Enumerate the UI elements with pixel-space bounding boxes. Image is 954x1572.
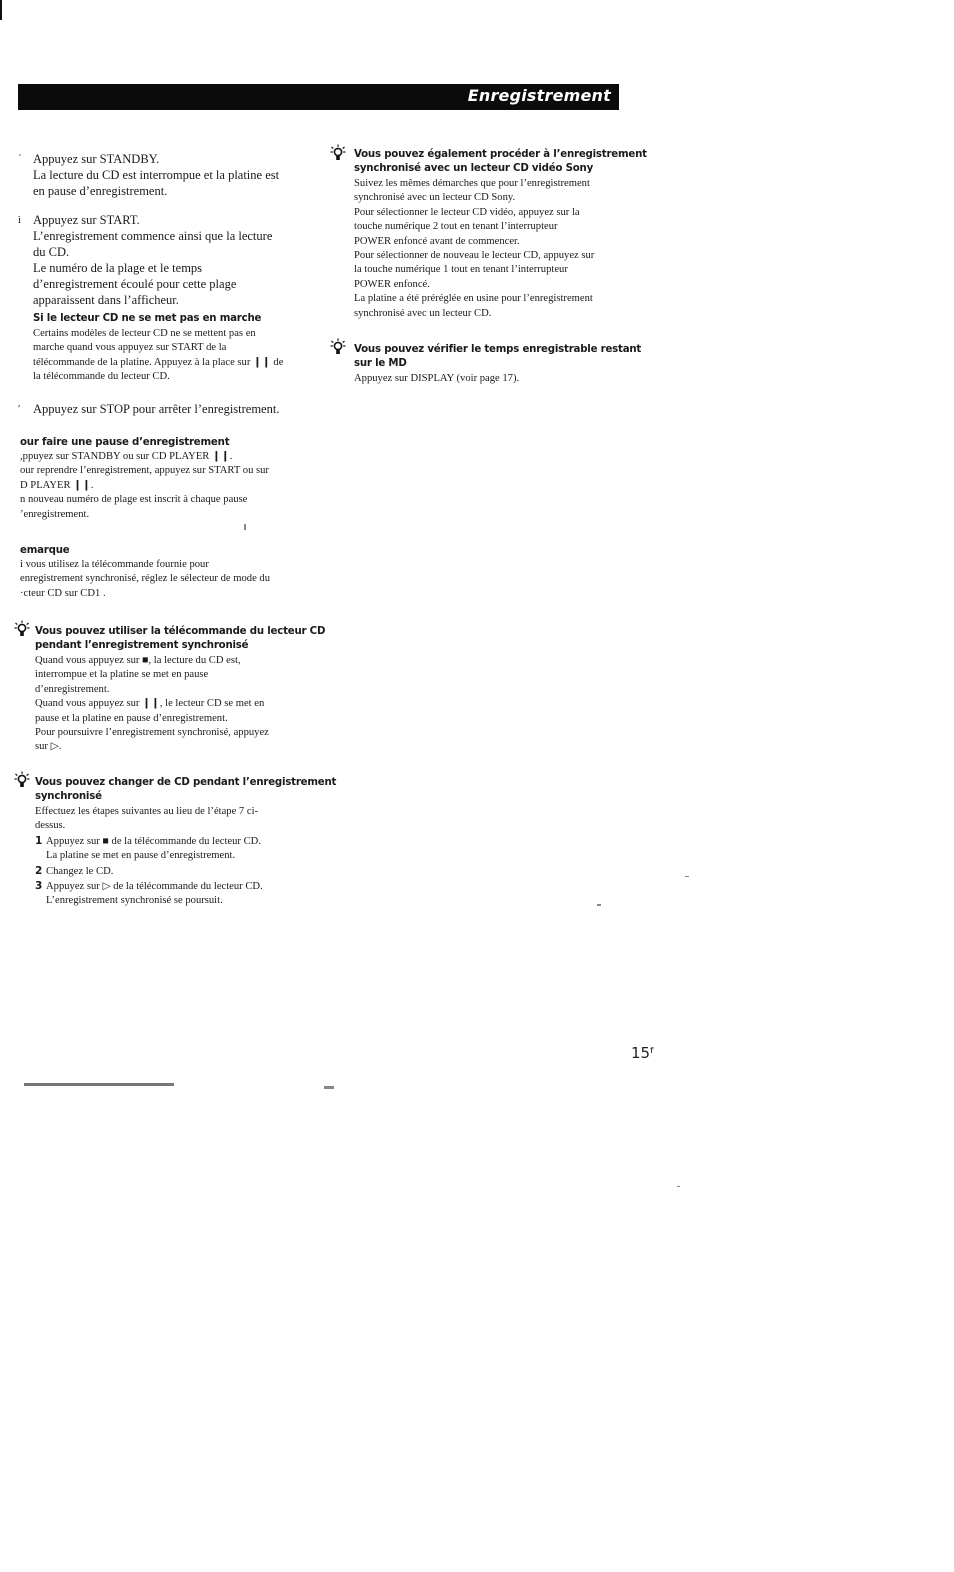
- sub-step: [35, 834, 336, 849]
- tip-heading: Vous pouvez également procéder à l’enregistrement: [354, 149, 647, 160]
- note-heading: Si le lecteur CD ne se met pas en marche: [33, 313, 262, 324]
- note-cd-not-starting: [33, 312, 283, 385]
- tip-change-cd: [35, 776, 336, 909]
- tip-heading: synchronisé: [35, 791, 102, 802]
- tip-remote-control: [35, 625, 325, 755]
- scan-artifact: [685, 876, 689, 877]
- scan-artifact: [244, 524, 246, 530]
- sub-step-number: 2: [35, 864, 43, 877]
- sub-step: [35, 864, 336, 879]
- sub-step-number: 1: [35, 834, 43, 847]
- text-line: dessus.: [35, 820, 66, 832]
- text-line: la touche numérique 1 tout en tenant l’interrupteur: [354, 264, 568, 276]
- pause-heading: our faire une pause d’enregistrement: [20, 437, 230, 448]
- remarque-heading: emarque: [20, 545, 70, 556]
- step-start: [18, 212, 273, 308]
- text-line: Pour sélectionner le lecteur CD vidéo, appuyez sur la: [354, 206, 580, 218]
- tip-heading: pendant l’enregistrement synchronisé: [35, 640, 249, 651]
- text-line: Appuyez sur ■ de la télécommande du lecteur CD.: [46, 835, 261, 847]
- text-line: d’enregistrement écoulé pour cette plage: [33, 277, 237, 291]
- text-line: i vous utilisez la télécommande fournie pour: [20, 559, 209, 570]
- text-line: marche quand vous appuyez sur START de la: [33, 342, 227, 354]
- text-line: pause et la platine en pause d’enregistrement.: [35, 712, 228, 724]
- scan-artifact: [0, 0, 2, 20]
- sub-step-number: 3: [35, 880, 43, 893]
- lightbulb-tip-icon: [330, 338, 346, 356]
- pause-section: [20, 436, 269, 522]
- scan-artifact: [597, 904, 601, 906]
- step-standby: [18, 151, 280, 199]
- scan-artifact: [324, 1086, 334, 1089]
- tip-heading: Vous pouvez changer de CD pendant l’enregistrement: [35, 777, 337, 788]
- text-line: D PLAYER ❙❙.: [20, 479, 94, 491]
- section-header-bar: [18, 84, 619, 110]
- text-line: enregistrement synchronisé, réglez le sélecteur de mode du: [20, 573, 271, 585]
- text-line: Le numéro de la plage et le temps: [33, 261, 203, 275]
- text-line: La platine a été préréglée en usine pour l’enregistrement: [354, 293, 593, 305]
- text-line: télécommande de la platine. Appuyez à la place sur ❙❙ de: [33, 356, 284, 368]
- text-line: synchronisé avec un lecteur CD.: [354, 307, 492, 319]
- text-line: POWER enfoncé avant de commencer.: [354, 235, 520, 247]
- lightbulb-tip-icon: [330, 144, 346, 162]
- step-marker: ì: [18, 214, 22, 226]
- sub-step: [35, 879, 336, 894]
- text-line: Pour poursuivre l’enregistrement synchronisé, appuyez: [35, 727, 269, 739]
- text-line: Certains modèles de lecteur CD ne se mettent pas en: [33, 328, 256, 339]
- text-line: synchronisé avec un lecteur CD Sony.: [354, 192, 516, 204]
- text-line: Appuyez sur STANDBY.: [33, 152, 160, 166]
- section-title: Enregistrement: [467, 86, 611, 105]
- tip-heading: Vous pouvez utiliser la télécommande du lecteur CD: [35, 626, 326, 637]
- page-number: 15ᶠ: [631, 1044, 655, 1062]
- text-line: Appuyez sur START.: [33, 213, 140, 227]
- step-stop: [18, 401, 280, 417]
- text-line: n nouveau numéro de plage est inscrit à chaque pause: [20, 494, 248, 506]
- text-line: Quand vous appuyez sur ■, la lecture du CD est,: [35, 655, 241, 666]
- text-line: la télécommande du lecteur CD.: [33, 371, 170, 383]
- step-marker: ′: [18, 403, 21, 415]
- text-line: Appuyez sur DISPLAY (voir page 17).: [354, 373, 520, 384]
- scan-artifact: [677, 1186, 680, 1187]
- remarque-section: [20, 544, 270, 601]
- text-line: ’enregistrement.: [20, 508, 90, 520]
- text-line: sur ▷.: [35, 741, 62, 753]
- tip-video-cd: [354, 148, 647, 321]
- text-line: interrompue et la platine se met en pause: [35, 669, 209, 681]
- text-line: du CD.: [33, 245, 70, 259]
- text-line: ·cteur CD sur CD1 .: [20, 587, 106, 599]
- text-line: Changez le CD.: [46, 865, 114, 877]
- text-line: d’enregistrement.: [35, 683, 110, 695]
- lightbulb-tip-icon: [14, 771, 30, 789]
- text-line: POWER enfoncé.: [354, 278, 430, 290]
- text-line: Effectuez les étapes suivantes au lieu de l’étape 7 ci-: [35, 806, 259, 817]
- text-line: Suivez les mêmes démarches que pour l’enregistrement: [354, 178, 590, 189]
- step-marker: ´: [18, 153, 22, 165]
- text-line: en pause d’enregistrement.: [33, 184, 168, 198]
- text-line: Pour sélectionner de nouveau le lecteur CD, appuyez sur: [354, 250, 595, 262]
- tip-heading: synchronisé avec un lecteur CD vidéo Sony: [354, 163, 594, 174]
- text-line: L’enregistrement synchronisé se poursuit.: [46, 895, 223, 907]
- scan-artifact: [24, 1083, 174, 1086]
- text-line: Appuyez sur ▷ de la télécommande du lecteur CD.: [46, 881, 263, 893]
- text-line: ,ppuyez sur STANDBY ou sur CD PLAYER ❙❙.: [20, 451, 233, 462]
- lightbulb-tip-icon: [14, 620, 30, 638]
- text-line: touche numérique 2 tout en tenant l’interrupteur: [354, 221, 558, 233]
- text-line: Appuyez sur STOP pour arrêter l’enregistrement.: [33, 402, 280, 416]
- text-line: apparaissent dans l’afficheur.: [33, 293, 179, 307]
- text-line: La platine se met en pause d’enregistrement.: [46, 850, 236, 862]
- tip-remaining-time: [354, 343, 641, 386]
- text-line: La lecture du CD est interrompue et la platine est: [33, 168, 280, 182]
- tip-heading: sur le MD: [354, 358, 407, 369]
- tip-heading: Vous pouvez vérifier le temps enregistrable restant: [354, 344, 642, 355]
- text-line: our reprendre l’enregistrement, appuyez sur START ou sur: [20, 465, 269, 477]
- text-line: L’enregistrement commence ainsi que la lecture: [33, 229, 273, 243]
- text-line: Quand vous appuyez sur ❙❙, le lecteur CD se met en: [35, 698, 265, 710]
